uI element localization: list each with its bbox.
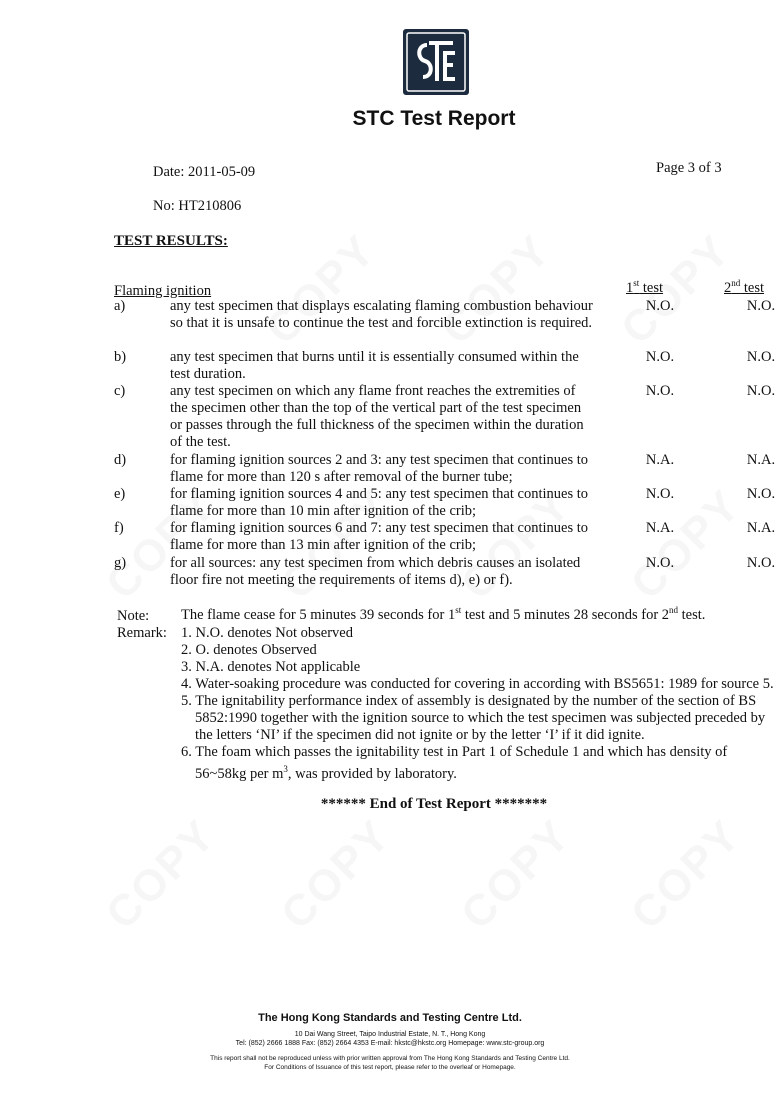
row-test2: N.O. <box>746 349 776 365</box>
row-test1: N.O. <box>645 486 675 502</box>
row-test2: N.A. <box>746 520 776 536</box>
copy-watermark <box>257 225 386 354</box>
stc-logo <box>403 29 469 95</box>
row-test1: N.O. <box>645 298 675 314</box>
footer-company: The Hong Kong Standards and Testing Centre Ltd. <box>258 1012 522 1024</box>
column-header-test1 <box>626 278 663 297</box>
remark-sup: 3 <box>283 764 288 774</box>
row-test2: N.O. <box>746 555 776 571</box>
column-num: 1 <box>626 279 634 296</box>
remarks-list <box>181 625 778 783</box>
note-label: Note: <box>117 608 150 624</box>
column-header-test2 <box>724 278 764 297</box>
row-test1: N.A. <box>645 452 675 468</box>
row-text: any test specimen that burns until it is essentially consumed within the test duration. <box>170 349 579 382</box>
column-num: 2 <box>724 279 732 296</box>
end-of-report: ****** End of Test Report ******* <box>320 796 548 812</box>
remark-item: 5. The ignitability performance index of assembly is designated by the number of the section of BS 5852:1990 together with the ignition source to which the test specimen was subjected preceded by the letters ‘NI’ if the specimen did not ignite or by the letter ‘I’ if it did ignite. <box>181 693 766 743</box>
copy-watermark <box>432 225 561 354</box>
row-text: any test specimen that displays escalating flaming combustion behaviour so that it is unsafe to continue the test and forcible extinction is required. <box>170 298 593 331</box>
row-label: b) <box>114 349 127 365</box>
copy-watermark <box>452 810 581 939</box>
remark-item: 2. O. denotes Observed <box>181 642 317 658</box>
report-date: Date: 2011-05-09 <box>153 164 256 180</box>
test-results-heading: TEST RESULTS: <box>114 233 228 249</box>
row-label: a) <box>114 298 126 314</box>
row-text: for flaming ignition sources 4 and 5: any test specimen that continues to flame for more than 10 min after ignition of the crib; <box>170 486 588 519</box>
note-part: test and 5 minutes 28 seconds for 2 <box>461 606 670 623</box>
remark-item: 1. N.O. denotes Not observed <box>181 625 353 641</box>
remark-item: 3. N.A. denotes Not applicable <box>181 659 361 675</box>
stc-logo-mark <box>403 29 469 95</box>
copy-watermark <box>97 810 226 939</box>
copy-watermark <box>272 810 401 939</box>
row-test2: N.O. <box>746 486 776 502</box>
page-number: Page 3 of 3 <box>656 160 722 176</box>
section-title: Flaming ignition <box>114 283 212 299</box>
remark-item: 4. Water-soaking procedure was conducted for covering in according with BS5651: 1989 for source 5. <box>181 676 774 692</box>
column-word: test <box>740 279 765 296</box>
row-test1: N.A. <box>645 520 675 536</box>
row-label: g) <box>114 555 127 571</box>
remark-part: , was provided by laboratory. <box>287 765 457 782</box>
row-text: for flaming ignition sources 2 and 3: any test specimen that continues to flame for more than 120 s after removal of the burner tube; <box>170 452 588 485</box>
note-text <box>181 605 705 624</box>
report-number: No: HT210806 <box>153 198 242 214</box>
note-part: test. <box>678 606 706 623</box>
footer-disclaimer: For Conditions of Issuance of this test report, please refer to the overleaf or Homepage. <box>264 1064 516 1071</box>
row-text: any test specimen on which any flame front reaches the extremities of the specimen other than the top of the vertical part of the test specimen or passes through the full thickness of the specimen within the duration of the test. <box>170 383 584 450</box>
footer-contact: Tel: (852) 2666 1888 Fax: (852) 2664 4353 E-mail: hkstc@hkstc.org Homepage: www.stc-group.org <box>235 1040 545 1047</box>
row-label: d) <box>114 452 127 468</box>
column-sup: nd <box>731 278 741 288</box>
row-test1: N.O. <box>645 349 675 365</box>
note-sup: st <box>455 605 462 615</box>
note-sup: nd <box>669 605 679 615</box>
row-test2: N.A. <box>746 452 776 468</box>
footer-disclaimer: This report shall not be reproduced unless with prior written approval from The Hong Kong Standards and Testing Centre Ltd. <box>210 1055 570 1062</box>
remark-label: Remark: <box>117 625 167 641</box>
row-label: f) <box>114 520 124 536</box>
column-sup: st <box>633 278 640 288</box>
row-test2: N.O. <box>746 383 776 399</box>
row-test1: N.O. <box>645 383 675 399</box>
row-label: e) <box>114 486 126 502</box>
row-test1: N.O. <box>645 555 675 571</box>
copy-watermark <box>622 810 751 939</box>
row-text: for all sources: any test specimen from which debris causes an isolated floor fire not meeting the requirements of items d), e) or f). <box>170 555 581 588</box>
row-text: for flaming ignition sources 6 and 7: any test specimen that continues to flame for more than 13 min after ignition of the crib; <box>170 520 588 553</box>
column-word: test <box>639 279 664 296</box>
row-test2: N.O. <box>746 298 776 314</box>
footer-address: 10 Dai Wang Street, Taipo Industrial Estate, N. T., Hong Kong <box>294 1031 486 1038</box>
remark-part: 6. The foam which passes the ignitability test in Part 1 of Schedule 1 and which has density of 56~58kg per m <box>181 744 728 782</box>
report-title: STC Test Report <box>352 107 516 130</box>
note-part: The flame cease for 5 minutes 39 seconds for 1 <box>181 606 456 623</box>
remark-item <box>181 744 778 783</box>
row-label: c) <box>114 383 126 399</box>
